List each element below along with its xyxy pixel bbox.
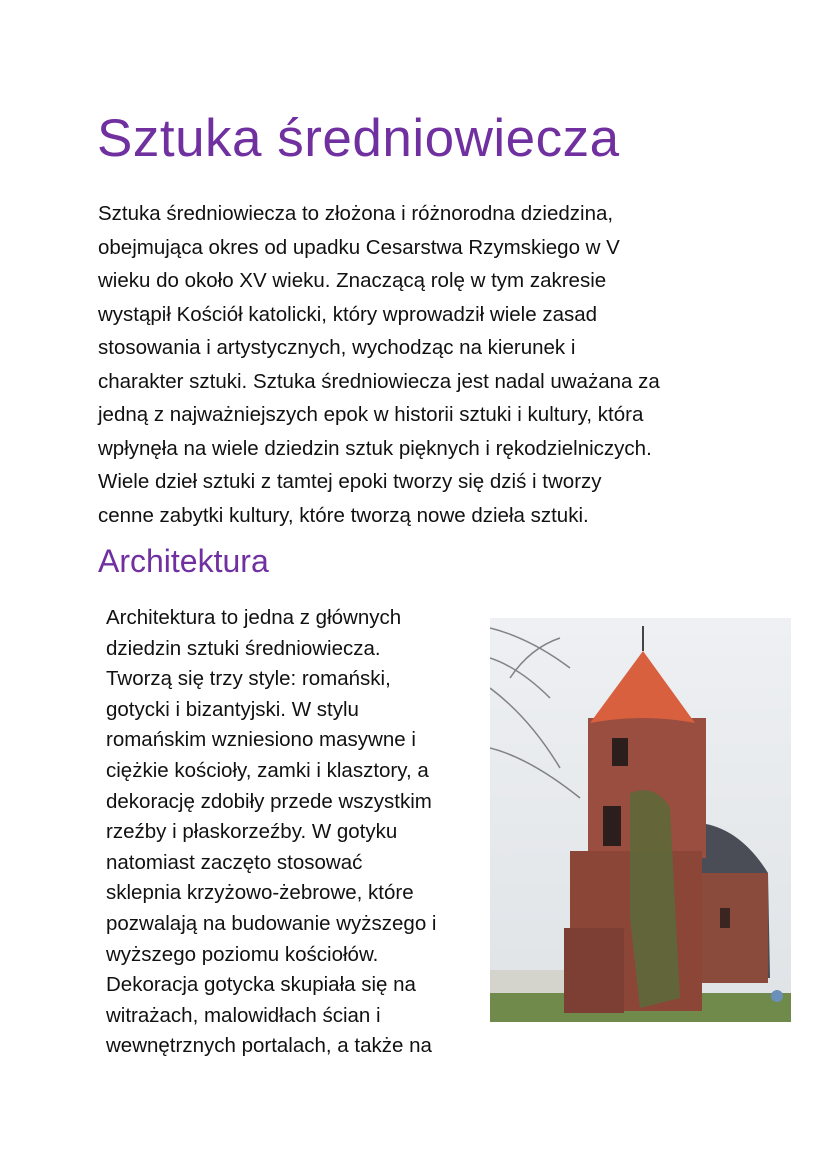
text-line: ciężkie kościoły, zamki i klasztory, a [106,758,429,782]
text-line: Tworzą się trzy style: romański, [106,667,391,691]
intro-paragraph [98,197,660,532]
text-line: Dekoracja gotycka skupiała się na [106,973,416,997]
text-line: wpłynęła na wiele dziedzin sztuk pięknych i rękodzielniczych. [98,436,652,460]
text-line: pozwalają na budowanie wyższego i [106,911,437,935]
section-heading-architecture: Architektura [98,543,269,579]
text-line: cenne zabytki kultury, które tworzą nowe dzieła sztuki. [98,503,589,527]
text-line: wieku do około XV wieku. Znaczącą rolę w tym zakresie [98,269,607,292]
text-line: wystąpił Kościół katolicki, który wprowadził wiele zasad [98,302,598,326]
rotunda-tower-photo [490,618,791,1022]
text-line: natomiast zaczęto stosować [106,850,363,874]
text-line: Sztuka średniowiecza to złożona i różnorodna dziedzina, [98,202,614,225]
text-line: dekorację zdobiły przede wszystkim [106,789,432,813]
text-line: dziedzin sztuki średniowiecza. [106,636,381,660]
text-line: romańskim wzniesiono masywne i [106,728,416,752]
page-title: Sztuka średniowiecza [97,109,620,168]
text-line: charakter sztuki. Sztuka średniowiecza jest nadal uważana za [98,369,660,393]
text-line: wewnętrznych portalach, a także na [106,1034,432,1058]
text-line: stosowania i artystycznych, wychodząc na kierunek i [98,336,576,359]
text-line: obejmująca okres od upadku Cesarstwa Rzymskiego w V [98,235,620,259]
text-line: Architektura to jedna z głównych [106,606,402,629]
text-line: Wiele dzieł sztuki z tamtej epoki tworzy się dziś i tworzy [98,470,602,493]
text-line: jedną z najważniejszych epok w historii sztuki i kultury, która [98,403,644,426]
text-line: witrażach, malowidłach ścian i [106,1003,381,1027]
text-line: sklepnia krzyżowo-żebrowe, które [106,881,414,905]
text-line: wyższego poziomu kościołów. [106,942,379,966]
architecture-paragraph [106,603,436,1062]
text-line: rzeźby i płaskorzeźby. W gotyku [106,820,398,844]
text-line: gotycki i bizantyjski. W stylu [106,697,359,721]
